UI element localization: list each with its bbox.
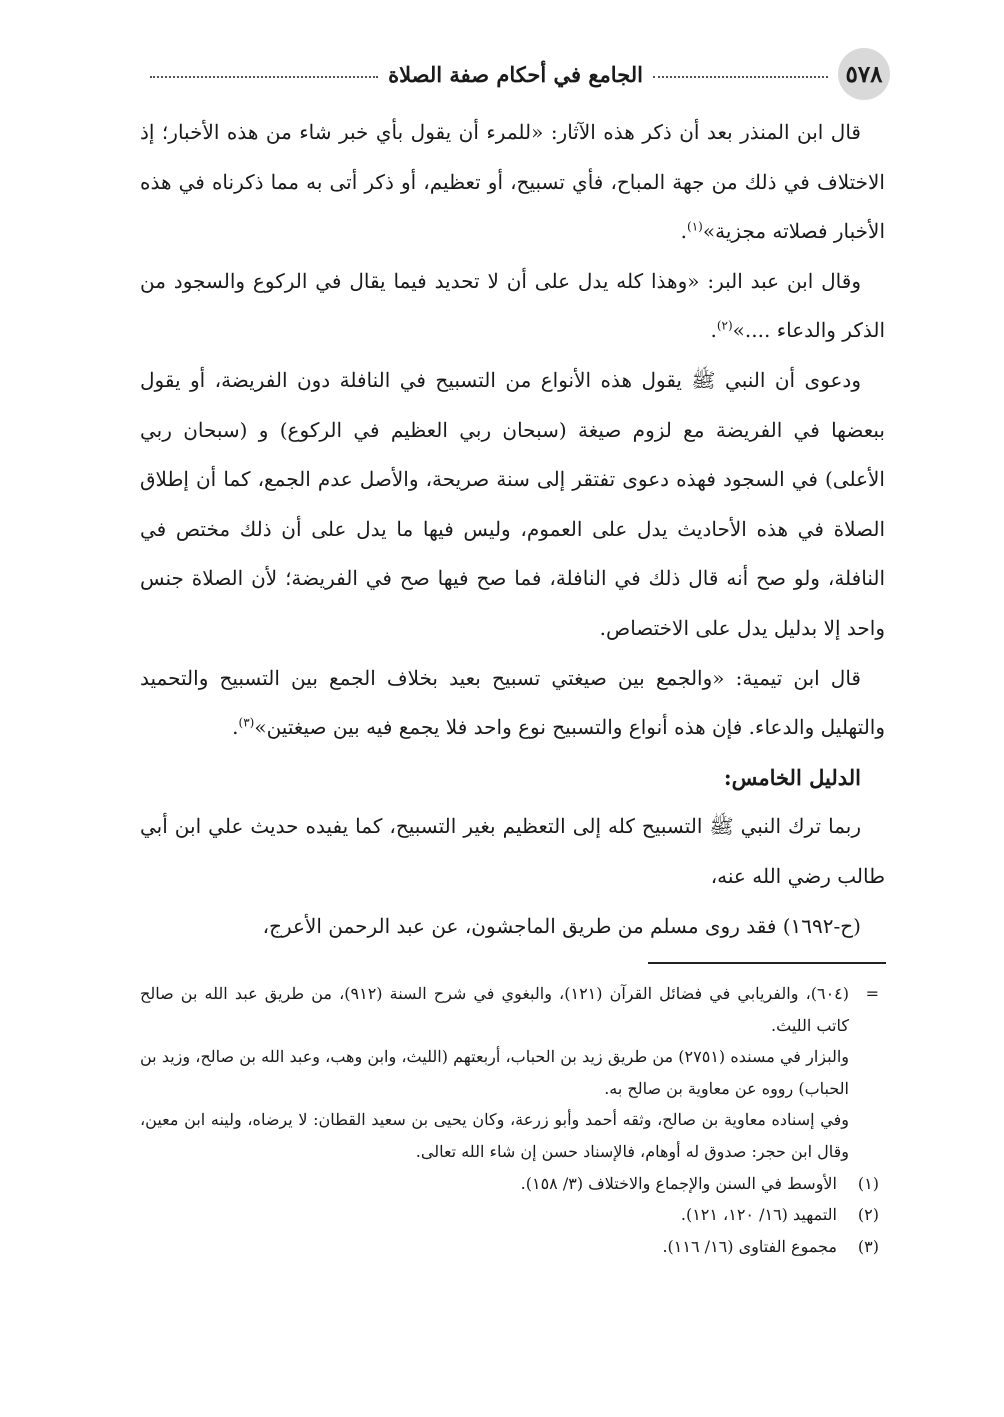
page-number: ٥٧٨ — [845, 60, 883, 88]
paragraph-hadith: (ح-١٦٩٢) فقد روى مسلم من طريق الماجشون، عن عبد الرحمن الأعرج، — [262, 913, 861, 938]
continuation-mark: = — [865, 984, 879, 1003]
paragraph-end: . — [680, 219, 688, 244]
paragraph-fifth-evidence: ربما ترك النبي ﷺ التسبيح كله إلى التعظيم بغير التسبيح، كما يفيده حديث علي ابن أبي طالب رضي الله عنه، — [140, 814, 885, 888]
main-text — [140, 108, 885, 951]
paragraph-text: قال ابن تيمية: «والجمع بين صيغتي تسبيح بعيد بخلاف الجمع بين التسبيح والتحميد والتهليل والدعاء. فإن هذه أنواع والتسبيح نوع واحد فلا يجمع فيه بين صيغتين» — [140, 665, 885, 740]
footnote-mark: (٣) — [857, 1236, 879, 1256]
paragraph-end: . — [710, 318, 717, 343]
footnote-continuation-2: والبزار في مسنده (٢٧٥١) من طريق زيد بن الحباب، أربعتهم (الليث، وابن وهب، وعبد الله بن صالح، وزيد بن الحباب) رووه عن معاوية بن صالح به. — [140, 1047, 849, 1098]
footnote-text: الأوسط في السنن والإجماع والاختلاف (٣/ ١٥٨). — [520, 1173, 837, 1193]
footnote-text: (٦٠٤)، والفريابي في فضائل القرآن (١٢١)، والبغوي في شرح السنة (٩١٢)، من طريق عبد الله بن صالح كاتب الليث. — [140, 984, 850, 1035]
page-header — [140, 50, 890, 98]
footnote-2 — [140, 1199, 885, 1231]
footnote-text: التمهيد (١٦/ ١٢٠، ١٢١). — [680, 1205, 837, 1225]
paragraph-end: . — [232, 715, 239, 740]
header-dots-right — [653, 76, 828, 78]
footnote-mark: (٢) — [857, 1205, 879, 1225]
paragraph-text: وقال ابن عبد البر: «وهذا كله يدل على أن لا تحديد فيما يقال في الركوع والسجود من الذكر والدعاء ....» — [140, 268, 885, 343]
paragraph-ibn-taymiyya — [140, 654, 885, 753]
footnote-text: مجموع الفتاوى (١٦/ ١١٦). — [662, 1236, 837, 1256]
paragraph-claim: ودعوى أن النبي ﷺ يقول هذه الأنواع من التسبيح في النافلة دون الفريضة، أو يقول ببعضها في الفريضة مع لزوم صيغة (سبحان ربي العظيم في الركوع) و (سبحان ربي الأعلى) في السجود فهذه دعوى تفتقر إلى سنة صريحة، والأصل عدم الجمع، كما أن إطلاق الصلاة في هذه الأحاديث يدل على العموم، وليس فيها ما يدل على أن ذلك مختص في النافلة، ولو صح أنه قال ذلك في النافلة، فما صح فيها صح في الفريضة؛ لأن الصلاة جنس واحد إلا بدليل يدل على الاختصاص. — [140, 367, 885, 640]
footnote-1 — [140, 1168, 885, 1200]
footnote-3 — [140, 1231, 885, 1263]
footnote-continuation-3: وفي إسناده معاوية بن صالح، وثقه أحمد وأبو زرعة، وكان يحيى بن سعيد القطان: لا يرضاه، ولينه ابن معين، وقال ابن حجر: صدوق له أوهام، فالإسناد حسن إن شاء الله تعالى. — [140, 1110, 849, 1161]
footnotes — [140, 978, 885, 1262]
paragraph-ibn-abdulbarr — [140, 257, 885, 356]
footnote-mark: (١) — [857, 1173, 879, 1193]
footnote-ref-1[interactable]: (١) — [687, 219, 703, 234]
footnote-ref-2[interactable]: (٢) — [716, 318, 733, 333]
footnote-continuation — [140, 978, 885, 1041]
page-number-badge — [838, 48, 890, 100]
footnote-separator — [648, 962, 886, 964]
paragraph-text: قال ابن المنذر بعد أن ذكر هذه الآثار: «للمرء أن يقول بأي خبر شاء من هذه الأخبار؛ إذ الاختلاف في ذلك من جهة المباح، فأي تسبيح، أو تعظيم، أو ذكر أتى به مما ذكرناه في هذه الأخبار فصلاته مجزية» — [140, 120, 885, 244]
section-heading: الدليل الخامس: — [723, 764, 861, 790]
running-title: الجامع في أحكام صفة الصلاة — [388, 61, 643, 87]
header-dots-left — [150, 76, 378, 78]
footnote-ref-3[interactable]: (٣) — [238, 715, 255, 730]
paragraph-ibn-almundhir — [140, 108, 885, 257]
